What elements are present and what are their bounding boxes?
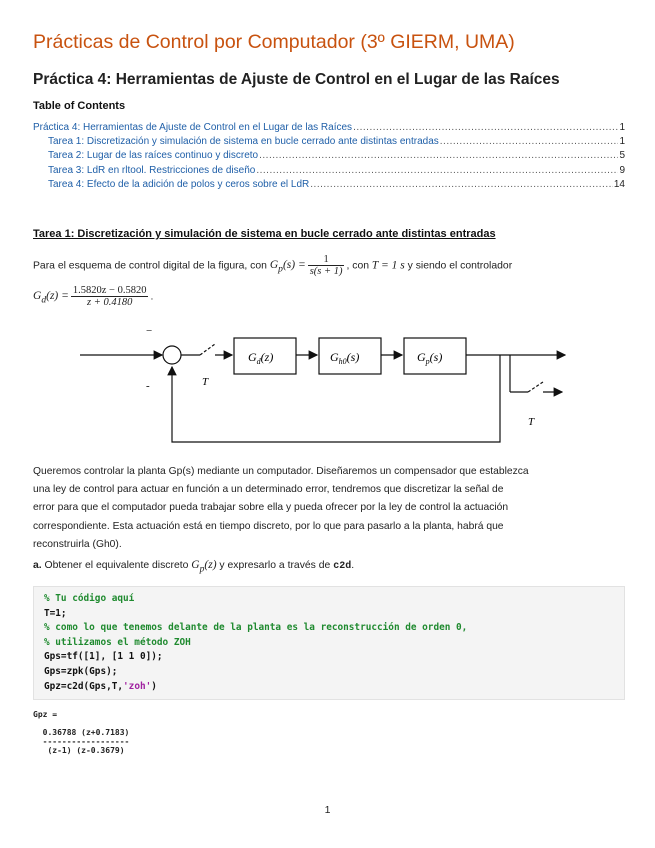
toc-entry-page: 9 xyxy=(619,164,625,176)
gd-period: . xyxy=(150,291,154,303)
practice-heading: Práctica 4: Herramientas de Ajuste de Control en el Lugar de las Raíces xyxy=(33,71,560,88)
toc-entry[interactable] xyxy=(33,136,625,150)
page-number: 1 xyxy=(324,804,331,816)
gd-denominator: z + 0.4180 xyxy=(87,297,133,308)
gp-symbol: G xyxy=(269,259,279,272)
toc-entry[interactable] xyxy=(33,179,625,193)
sampler-1-label: T xyxy=(202,376,209,388)
paragraph-line: reconstruirla (Gh0). xyxy=(33,538,122,550)
toc-entry-label[interactable]: Tarea 1: Discretización y simulación de sistema en bucle cerrado ante distintas entradas xyxy=(48,136,439,148)
gpz-math xyxy=(191,559,217,575)
paragraph-line: Queremos controlar la planta Gp(s) mediante un computador. Diseñaremos un compensador que establezca xyxy=(33,466,529,477)
output-line: 0.36788 (z+0.7183) xyxy=(33,728,130,737)
intro-text: Para el esquema de control digital de la figura, con xyxy=(33,260,270,272)
question-label: a. xyxy=(33,560,42,571)
question-a xyxy=(33,559,354,574)
sampler-switch-2 xyxy=(528,382,543,392)
gp-subscript: p xyxy=(278,263,283,275)
code-comment: % utilizamos el método ZOH xyxy=(44,636,191,648)
table-of-contents xyxy=(33,122,625,193)
paragraph-line: correspondiente. Esta actuación está en tiempo discreto, por lo que para pasarlo a la planta, habrá que xyxy=(33,520,504,532)
code-output xyxy=(33,710,129,755)
toc-entry-label[interactable]: Práctica 4: Herramientas de Ajuste de Control en el Lugar de las Raíces xyxy=(33,122,353,133)
description-paragraph xyxy=(33,463,633,554)
intro-text: y siendo el controlador xyxy=(404,260,513,272)
block-diagram xyxy=(80,322,580,447)
gd-fraction xyxy=(71,285,149,308)
gd-subscript: d xyxy=(41,294,47,306)
gpz-argument: (z) xyxy=(204,559,217,571)
toc-entry[interactable] xyxy=(33,150,625,164)
plant-block-label: $G_p(s)$ xyxy=(417,350,443,366)
toc-leader xyxy=(259,150,618,161)
controller-block-label: $G_d(z)$ xyxy=(248,350,274,366)
code-line xyxy=(44,680,624,695)
sampler-2-label: T xyxy=(528,416,535,428)
toc-entry[interactable] xyxy=(33,165,625,179)
toc-entry[interactable] xyxy=(33,122,625,136)
inline-code: c2d xyxy=(333,561,352,572)
sign-top: − xyxy=(146,325,153,337)
toc-entry-page: 5 xyxy=(619,150,625,162)
toc-entry-page: 1 xyxy=(619,136,625,148)
output-spacer xyxy=(33,719,129,728)
gd-symbol: G xyxy=(33,290,42,303)
gd-argument: (z) = xyxy=(46,290,69,303)
code-string: 'zoh' xyxy=(123,680,152,692)
gp-denominator: s(s + 1) xyxy=(309,266,343,277)
output-line: ------------------ xyxy=(33,737,130,746)
hold-block-label: $G_{h0}(s)$ xyxy=(330,350,360,366)
toc-entry-page: 14 xyxy=(613,178,625,190)
output-line: (z-1) (z-0.3679) xyxy=(33,746,125,755)
gd-numerator: 1.5820z − 0.5820 xyxy=(72,285,147,296)
summing-junction xyxy=(163,346,181,364)
toc-leader xyxy=(353,122,618,133)
gp-argument: (s) = xyxy=(282,259,306,272)
paragraph-line: una ley de control para actuar en función a un determinado error, tendremos que discretizar la señal de xyxy=(33,484,504,496)
period-math: T = 1 s xyxy=(371,259,405,272)
document-title: Prácticas de Control por Computador (3º GIERM, UMA) xyxy=(33,31,515,53)
gp-numerator: 1 xyxy=(308,254,345,266)
code-comment: % como lo que tenemos delante de la planta es la reconstrucción de orden 0, xyxy=(44,622,468,634)
question-text: y expresarlo a través de xyxy=(216,560,334,571)
code-line: T=1; xyxy=(44,607,67,619)
sampler-switch-1 xyxy=(200,344,215,355)
code-line: Gps=zpk(Gps); xyxy=(44,665,118,677)
controller-equation xyxy=(33,285,153,309)
toc-leader xyxy=(310,179,613,190)
toc-entry-label[interactable]: Tarea 2: Lugar de las raíces continuo y discreto xyxy=(48,150,259,162)
intro-paragraph xyxy=(33,254,512,278)
toc-leader xyxy=(256,165,618,176)
output-line: Gpz = xyxy=(33,710,58,719)
question-text: Obtener el equivalente discreto xyxy=(41,560,192,571)
toc-leader xyxy=(440,136,619,147)
sign-bottom: - xyxy=(146,380,150,392)
question-end: . xyxy=(351,560,355,571)
intro-text: , con xyxy=(346,260,372,272)
toc-heading: Table of Contents xyxy=(33,100,126,112)
gp-math xyxy=(269,259,306,275)
toc-entry-label[interactable]: Tarea 4: Efecto de la adición de polos y ceros sobre el LdR xyxy=(48,178,310,190)
code-text: ) xyxy=(151,680,157,692)
gp-fraction xyxy=(308,254,345,277)
code-block[interactable] xyxy=(33,586,625,700)
gpz-symbol: G xyxy=(191,559,200,571)
task1-heading: Tarea 1: Discretización y simulación de sistema en bucle cerrado ante distintas entradas xyxy=(33,228,496,240)
gpz-subscript: p xyxy=(199,563,205,575)
toc-entry-page: 1 xyxy=(619,122,625,133)
gd-math xyxy=(33,290,69,306)
paragraph-line: error para que el computador pueda trabajar sobre ella y pueda ofrecer por la ley de control la actuación xyxy=(33,502,509,514)
code-comment: % Tu código aquí xyxy=(44,593,135,604)
code-line: Gps=tf([1], [1 1 0]); xyxy=(44,651,163,663)
toc-entry-label[interactable]: Tarea 3: LdR en rltool. Restricciones de diseño xyxy=(48,164,256,176)
code-text: Gpz=c2d(Gps,T, xyxy=(44,680,124,692)
